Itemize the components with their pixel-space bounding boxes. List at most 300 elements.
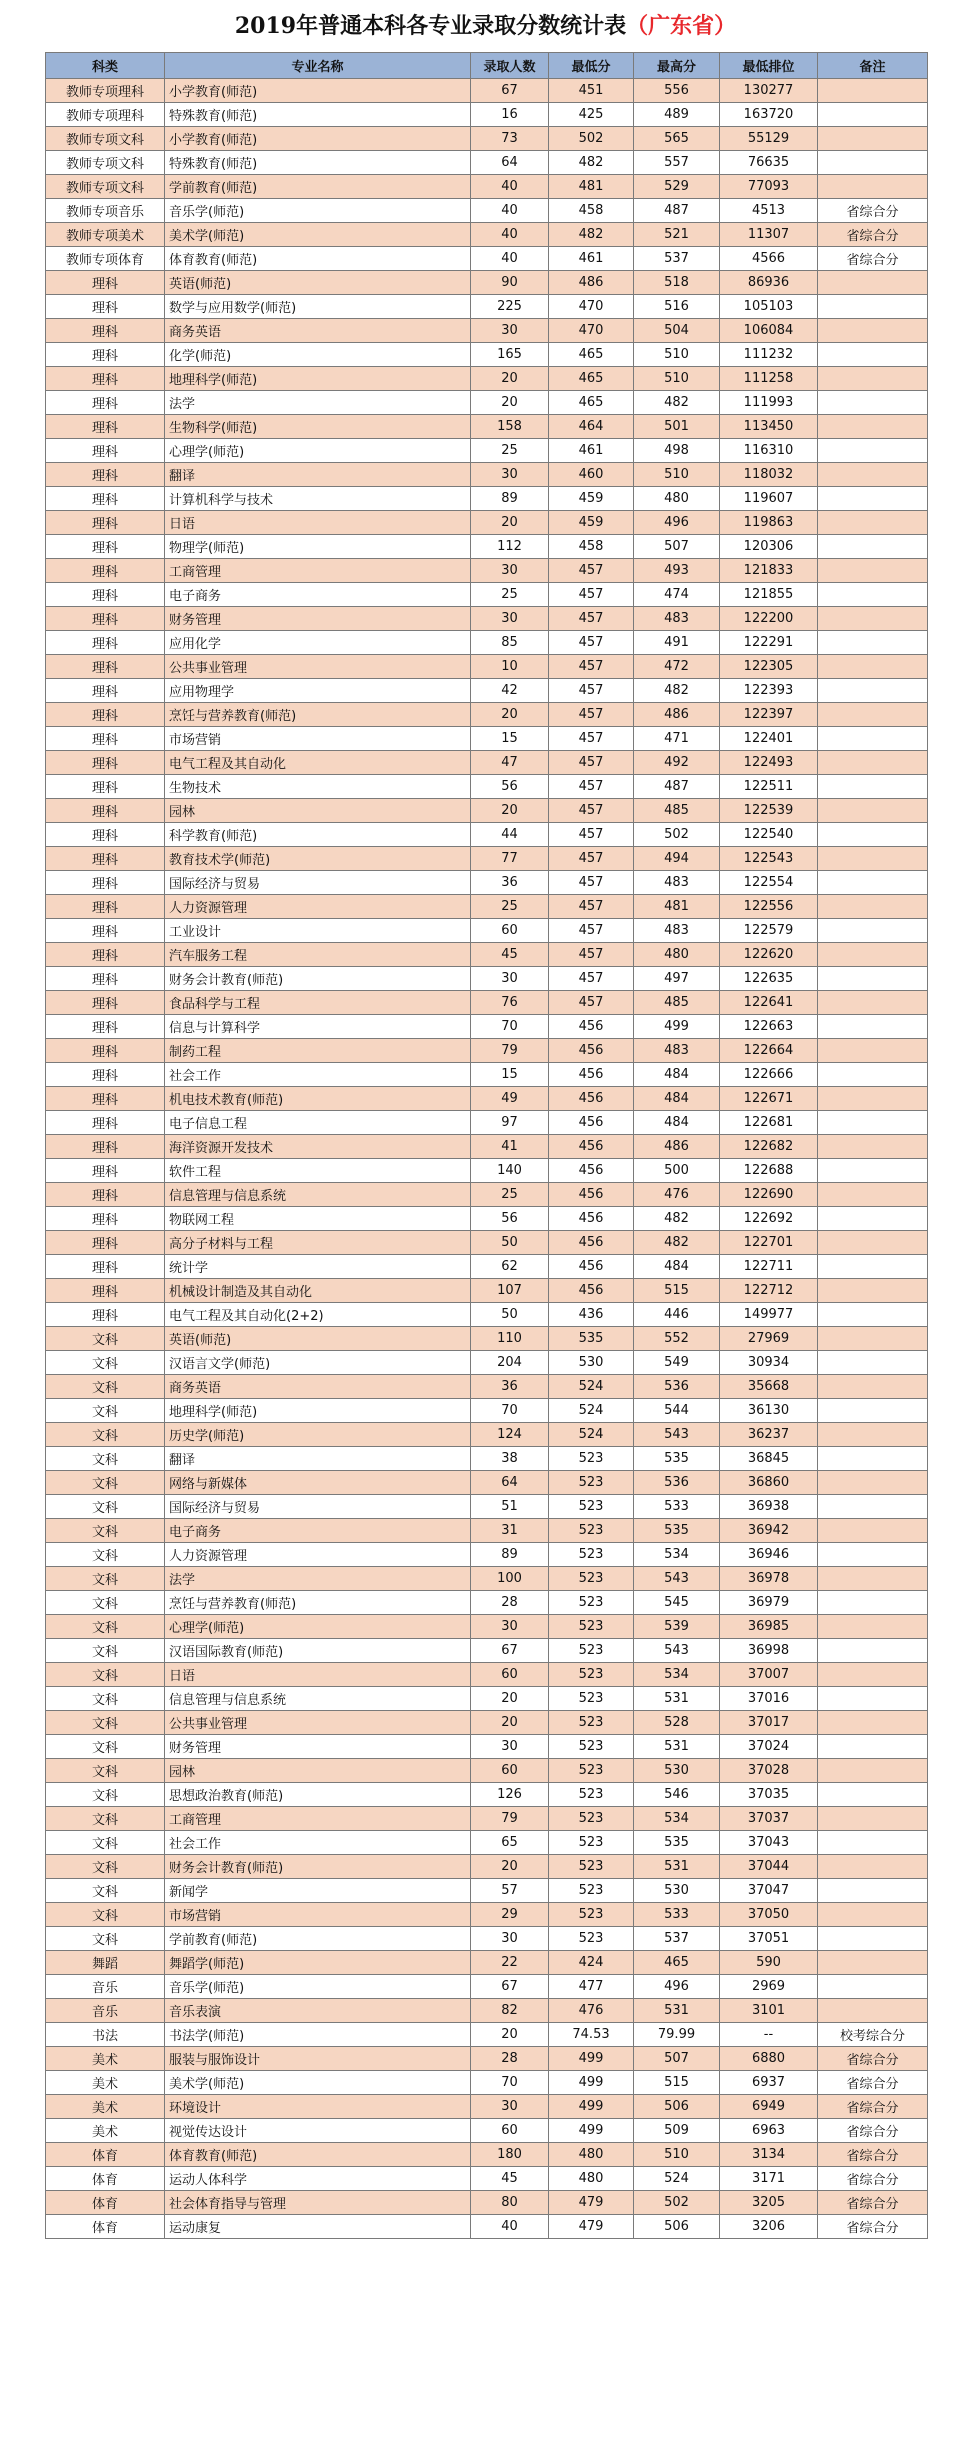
major-cell: 音乐学(师范) <box>165 1975 471 1999</box>
note-cell: 省综合分 <box>818 2095 928 2119</box>
min-score-cell: 436 <box>549 1303 634 1327</box>
category-cell: 理科 <box>46 463 165 487</box>
major-cell: 汽车服务工程 <box>165 943 471 967</box>
major-cell: 电气工程及其自动化(2+2) <box>165 1303 471 1327</box>
major-cell: 人力资源管理 <box>165 895 471 919</box>
category-cell: 文科 <box>46 1663 165 1687</box>
category-cell: 文科 <box>46 1327 165 1351</box>
max-score-cell: 524 <box>634 2167 720 2191</box>
note-cell: 省综合分 <box>818 2071 928 2095</box>
table-row <box>46 1495 928 1519</box>
table-row <box>46 199 928 223</box>
note-cell <box>818 1303 928 1327</box>
note-cell <box>818 1327 928 1351</box>
table-row <box>46 775 928 799</box>
table-row <box>46 799 928 823</box>
note-cell <box>818 919 928 943</box>
enrolled-cell: 15 <box>471 727 549 751</box>
max-score-cell: 518 <box>634 271 720 295</box>
max-score-cell: 556 <box>634 79 720 103</box>
note-cell: 校考综合分 <box>818 2023 928 2047</box>
note-cell <box>818 559 928 583</box>
enrolled-cell: 165 <box>471 343 549 367</box>
max-score-cell: 446 <box>634 1303 720 1327</box>
min-score-cell: 523 <box>549 1735 634 1759</box>
max-score-cell: 530 <box>634 1879 720 1903</box>
major-cell: 地理科学(师范) <box>165 1399 471 1423</box>
max-score-cell: 515 <box>634 2071 720 2095</box>
note-cell <box>818 775 928 799</box>
min-score-cell: 457 <box>549 847 634 871</box>
min-score-cell: 457 <box>549 679 634 703</box>
min-score-cell: 457 <box>549 895 634 919</box>
enrolled-cell: 40 <box>471 175 549 199</box>
category-cell: 书法 <box>46 2023 165 2047</box>
note-cell <box>818 463 928 487</box>
enrolled-cell: 49 <box>471 1087 549 1111</box>
min-rank-cell: 37035 <box>720 1783 818 1807</box>
max-score-cell: 501 <box>634 415 720 439</box>
note-cell <box>818 1543 928 1567</box>
min-score-cell: 470 <box>549 295 634 319</box>
enrolled-cell: 45 <box>471 2167 549 2191</box>
category-cell: 教师专项文科 <box>46 151 165 175</box>
major-cell: 小学教育(师范) <box>165 127 471 151</box>
max-score-cell: 536 <box>634 1471 720 1495</box>
table-row <box>46 847 928 871</box>
table-row <box>46 103 928 127</box>
min-rank-cell: 122554 <box>720 871 818 895</box>
major-cell: 日语 <box>165 511 471 535</box>
max-score-cell: 537 <box>634 1927 720 1951</box>
min-score-cell: 479 <box>549 2191 634 2215</box>
enrolled-cell: 204 <box>471 1351 549 1375</box>
category-cell: 理科 <box>46 751 165 775</box>
max-score-cell: 543 <box>634 1639 720 1663</box>
max-score-cell: 476 <box>634 1183 720 1207</box>
category-cell: 文科 <box>46 1543 165 1567</box>
max-score-cell: 482 <box>634 679 720 703</box>
major-cell: 国际经济与贸易 <box>165 871 471 895</box>
major-cell: 美术学(师范) <box>165 2071 471 2095</box>
max-score-cell: 549 <box>634 1351 720 1375</box>
min-score-cell: 456 <box>549 1207 634 1231</box>
enrolled-cell: 41 <box>471 1135 549 1159</box>
min-score-cell: 482 <box>549 223 634 247</box>
major-cell: 环境设计 <box>165 2095 471 2119</box>
max-score-cell: 535 <box>634 1831 720 1855</box>
category-cell: 教师专项理科 <box>46 79 165 103</box>
category-cell: 理科 <box>46 1183 165 1207</box>
table-row <box>46 559 928 583</box>
major-cell: 书法学(师范) <box>165 2023 471 2047</box>
min-score-cell: 481 <box>549 175 634 199</box>
major-cell: 地理科学(师范) <box>165 367 471 391</box>
major-cell: 法学 <box>165 1567 471 1591</box>
note-cell <box>818 1519 928 1543</box>
note-cell <box>818 1711 928 1735</box>
min-rank-cell: 2969 <box>720 1975 818 1999</box>
enrolled-cell: 89 <box>471 487 549 511</box>
category-cell: 理科 <box>46 799 165 823</box>
category-cell: 文科 <box>46 1927 165 1951</box>
enrolled-cell: 20 <box>471 511 549 535</box>
note-cell <box>818 415 928 439</box>
min-score-cell: 523 <box>549 1687 634 1711</box>
table-row <box>46 1687 928 1711</box>
major-cell: 视觉传达设计 <box>165 2119 471 2143</box>
table-row <box>46 583 928 607</box>
table-row <box>46 1135 928 1159</box>
max-score-cell: 565 <box>634 127 720 151</box>
enrolled-cell: 30 <box>471 559 549 583</box>
category-cell: 理科 <box>46 1039 165 1063</box>
table-row <box>46 2047 928 2071</box>
table-row <box>46 679 928 703</box>
max-score-cell: 482 <box>634 1231 720 1255</box>
min-rank-cell: 122663 <box>720 1015 818 1039</box>
major-cell: 应用物理学 <box>165 679 471 703</box>
min-score-cell: 457 <box>549 607 634 631</box>
min-score-cell: 470 <box>549 319 634 343</box>
max-score-cell: 489 <box>634 103 720 127</box>
category-cell: 文科 <box>46 1375 165 1399</box>
major-cell: 工业设计 <box>165 919 471 943</box>
note-cell <box>818 1039 928 1063</box>
category-cell: 理科 <box>46 487 165 511</box>
min-score-cell: 457 <box>549 727 634 751</box>
enrolled-cell: 28 <box>471 1591 549 1615</box>
major-cell: 统计学 <box>165 1255 471 1279</box>
min-score-cell: 451 <box>549 79 634 103</box>
table-row <box>46 703 928 727</box>
min-rank-cell: 37028 <box>720 1759 818 1783</box>
max-score-cell: 471 <box>634 727 720 751</box>
note-cell <box>818 583 928 607</box>
min-score-cell: 457 <box>549 775 634 799</box>
category-cell: 文科 <box>46 1615 165 1639</box>
major-cell: 网络与新媒体 <box>165 1471 471 1495</box>
major-cell: 电子商务 <box>165 583 471 607</box>
max-score-cell: 483 <box>634 1039 720 1063</box>
enrolled-cell: 40 <box>471 223 549 247</box>
major-cell: 汉语国际教育(师范) <box>165 1639 471 1663</box>
category-cell: 教师专项理科 <box>46 103 165 127</box>
min-score-cell: 480 <box>549 2143 634 2167</box>
min-rank-cell: 119863 <box>720 511 818 535</box>
max-score-cell: 531 <box>634 1855 720 1879</box>
max-score-cell: 531 <box>634 1735 720 1759</box>
note-cell <box>818 1831 928 1855</box>
max-score-cell: 531 <box>634 1999 720 2023</box>
category-cell: 教师专项文科 <box>46 175 165 199</box>
enrolled-cell: 29 <box>471 1903 549 1927</box>
note-cell: 省综合分 <box>818 2215 928 2239</box>
note-cell: 省综合分 <box>818 247 928 271</box>
note-cell <box>818 1447 928 1471</box>
min-score-cell: 456 <box>549 1087 634 1111</box>
max-score-cell: 510 <box>634 343 720 367</box>
enrolled-cell: 60 <box>471 1663 549 1687</box>
min-rank-cell: 122701 <box>720 1231 818 1255</box>
max-score-cell: 483 <box>634 919 720 943</box>
category-cell: 理科 <box>46 319 165 343</box>
enrolled-cell: 85 <box>471 631 549 655</box>
table-row <box>46 319 928 343</box>
min-score-cell: 524 <box>549 1375 634 1399</box>
category-cell: 理科 <box>46 295 165 319</box>
note-cell <box>818 1855 928 1879</box>
category-cell: 文科 <box>46 1687 165 1711</box>
min-score-cell: 74.53 <box>549 2023 634 2047</box>
category-cell: 美术 <box>46 2047 165 2071</box>
enrolled-cell: 97 <box>471 1111 549 1135</box>
min-rank-cell: 122620 <box>720 943 818 967</box>
category-cell: 理科 <box>46 703 165 727</box>
enrolled-cell: 30 <box>471 463 549 487</box>
enrolled-cell: 56 <box>471 775 549 799</box>
table-row <box>46 967 928 991</box>
min-rank-cell: 163720 <box>720 103 818 127</box>
min-rank-cell: -- <box>720 2023 818 2047</box>
table-row <box>46 1159 928 1183</box>
min-score-cell: 535 <box>549 1327 634 1351</box>
category-cell: 文科 <box>46 1855 165 1879</box>
note-cell <box>818 1063 928 1087</box>
enrolled-cell: 60 <box>471 1759 549 1783</box>
category-cell: 文科 <box>46 1591 165 1615</box>
note-cell <box>818 679 928 703</box>
major-cell: 信息管理与信息系统 <box>165 1183 471 1207</box>
major-cell: 小学教育(师范) <box>165 79 471 103</box>
title-province: （广东省） <box>626 13 737 39</box>
min-rank-cell: 149977 <box>720 1303 818 1327</box>
table-row <box>46 2023 928 2047</box>
major-cell: 思想政治教育(师范) <box>165 1783 471 1807</box>
note-cell <box>818 1903 928 1927</box>
enrolled-cell: 126 <box>471 1783 549 1807</box>
major-cell: 运动康复 <box>165 2215 471 2239</box>
enrolled-cell: 100 <box>471 1567 549 1591</box>
min-score-cell: 461 <box>549 439 634 463</box>
min-score-cell: 458 <box>549 199 634 223</box>
table-row <box>46 751 928 775</box>
min-rank-cell: 36237 <box>720 1423 818 1447</box>
major-cell: 音乐学(师范) <box>165 199 471 223</box>
major-cell: 园林 <box>165 799 471 823</box>
min-rank-cell: 36998 <box>720 1639 818 1663</box>
max-score-cell: 544 <box>634 1399 720 1423</box>
table-row <box>46 271 928 295</box>
table-row <box>46 2215 928 2239</box>
max-score-cell: 484 <box>634 1063 720 1087</box>
enrolled-cell: 30 <box>471 1615 549 1639</box>
max-score-cell: 486 <box>634 1135 720 1159</box>
header-max-score: 最高分 <box>634 53 720 79</box>
note-cell <box>818 703 928 727</box>
enrolled-cell: 30 <box>471 2095 549 2119</box>
category-cell: 理科 <box>46 727 165 751</box>
major-cell: 历史学(师范) <box>165 1423 471 1447</box>
min-rank-cell: 130277 <box>720 79 818 103</box>
min-rank-cell: 4566 <box>720 247 818 271</box>
enrolled-cell: 40 <box>471 2215 549 2239</box>
table-row <box>46 1087 928 1111</box>
min-score-cell: 523 <box>549 1831 634 1855</box>
note-cell <box>818 391 928 415</box>
note-cell <box>818 1135 928 1159</box>
table-row <box>46 1975 928 1999</box>
enrolled-cell: 70 <box>471 1399 549 1423</box>
category-cell: 理科 <box>46 1231 165 1255</box>
category-cell: 文科 <box>46 1783 165 1807</box>
min-rank-cell: 4513 <box>720 199 818 223</box>
page-title <box>0 0 971 52</box>
min-rank-cell: 3171 <box>720 2167 818 2191</box>
table-row <box>46 391 928 415</box>
min-score-cell: 457 <box>549 655 634 679</box>
table-row <box>46 1591 928 1615</box>
enrolled-cell: 15 <box>471 1063 549 1087</box>
category-cell: 理科 <box>46 871 165 895</box>
min-rank-cell: 36985 <box>720 1615 818 1639</box>
note-cell <box>818 1159 928 1183</box>
table-row <box>46 127 928 151</box>
major-cell: 数学与应用数学(师范) <box>165 295 471 319</box>
category-cell: 教师专项美术 <box>46 223 165 247</box>
header-note: 备注 <box>818 53 928 79</box>
note-cell <box>818 175 928 199</box>
table-row <box>46 1375 928 1399</box>
category-cell: 理科 <box>46 1015 165 1039</box>
major-cell: 英语(师范) <box>165 1327 471 1351</box>
enrolled-cell: 70 <box>471 2071 549 2095</box>
major-cell: 市场营销 <box>165 1903 471 1927</box>
category-cell: 理科 <box>46 967 165 991</box>
major-cell: 工商管理 <box>165 559 471 583</box>
min-rank-cell: 122493 <box>720 751 818 775</box>
enrolled-cell: 51 <box>471 1495 549 1519</box>
table-row <box>46 1471 928 1495</box>
major-cell: 财务管理 <box>165 607 471 631</box>
category-cell: 文科 <box>46 1423 165 1447</box>
table-row <box>46 1639 928 1663</box>
min-rank-cell: 122543 <box>720 847 818 871</box>
category-cell: 美术 <box>46 2071 165 2095</box>
note-cell <box>818 1495 928 1519</box>
note-cell <box>818 895 928 919</box>
category-cell: 体育 <box>46 2191 165 2215</box>
category-cell: 理科 <box>46 1255 165 1279</box>
min-rank-cell: 6937 <box>720 2071 818 2095</box>
note-cell <box>818 1471 928 1495</box>
enrolled-cell: 79 <box>471 1807 549 1831</box>
category-cell: 理科 <box>46 1135 165 1159</box>
max-score-cell: 474 <box>634 583 720 607</box>
max-score-cell: 496 <box>634 1975 720 1999</box>
min-score-cell: 457 <box>549 631 634 655</box>
category-cell: 美术 <box>46 2119 165 2143</box>
min-score-cell: 523 <box>549 1615 634 1639</box>
max-score-cell: 482 <box>634 391 720 415</box>
table-row <box>46 1543 928 1567</box>
table-row <box>46 175 928 199</box>
major-cell: 体育教育(师范) <box>165 247 471 271</box>
category-cell: 理科 <box>46 607 165 631</box>
category-cell: 教师专项体育 <box>46 247 165 271</box>
note-cell: 省综合分 <box>818 2047 928 2071</box>
min-score-cell: 523 <box>549 1927 634 1951</box>
table-row <box>46 1423 928 1447</box>
major-cell: 社会体育指导与管理 <box>165 2191 471 2215</box>
major-cell: 食品科学与工程 <box>165 991 471 1015</box>
max-score-cell: 515 <box>634 1279 720 1303</box>
note-cell <box>818 271 928 295</box>
table-row <box>46 895 928 919</box>
max-score-cell: 487 <box>634 199 720 223</box>
min-score-cell: 465 <box>549 343 634 367</box>
category-cell: 教师专项文科 <box>46 127 165 151</box>
min-score-cell: 459 <box>549 511 634 535</box>
table-row <box>46 2167 928 2191</box>
major-cell: 运动人体科学 <box>165 2167 471 2191</box>
major-cell: 信息管理与信息系统 <box>165 1687 471 1711</box>
min-score-cell: 425 <box>549 103 634 127</box>
table-row <box>46 1711 928 1735</box>
category-cell: 文科 <box>46 1471 165 1495</box>
min-rank-cell: 36942 <box>720 1519 818 1543</box>
category-cell: 理科 <box>46 679 165 703</box>
note-cell <box>818 871 928 895</box>
major-cell: 财务会计教育(师范) <box>165 1855 471 1879</box>
major-cell: 商务英语 <box>165 319 471 343</box>
max-score-cell: 502 <box>634 823 720 847</box>
max-score-cell: 500 <box>634 1159 720 1183</box>
max-score-cell: 480 <box>634 943 720 967</box>
note-cell <box>818 1399 928 1423</box>
enrolled-cell: 107 <box>471 1279 549 1303</box>
enrolled-cell: 20 <box>471 703 549 727</box>
table-row <box>46 1879 928 1903</box>
min-rank-cell: 122692 <box>720 1207 818 1231</box>
table-row <box>46 1279 928 1303</box>
category-cell: 体育 <box>46 2215 165 2239</box>
min-score-cell: 459 <box>549 487 634 511</box>
min-score-cell: 480 <box>549 2167 634 2191</box>
enrolled-cell: 20 <box>471 367 549 391</box>
table-row <box>46 1615 928 1639</box>
major-cell: 体育教育(师范) <box>165 2143 471 2167</box>
table-body <box>46 79 928 2239</box>
min-score-cell: 465 <box>549 391 634 415</box>
min-score-cell: 477 <box>549 1975 634 1999</box>
category-cell: 理科 <box>46 391 165 415</box>
min-rank-cell: 122641 <box>720 991 818 1015</box>
min-rank-cell: 36978 <box>720 1567 818 1591</box>
min-score-cell: 456 <box>549 1183 634 1207</box>
note-cell <box>818 1951 928 1975</box>
category-cell: 理科 <box>46 583 165 607</box>
table-row <box>46 223 928 247</box>
min-score-cell: 456 <box>549 1063 634 1087</box>
note-cell <box>818 1423 928 1447</box>
major-cell: 电气工程及其自动化 <box>165 751 471 775</box>
category-cell: 理科 <box>46 655 165 679</box>
min-rank-cell: 27969 <box>720 1327 818 1351</box>
major-cell: 美术学(师范) <box>165 223 471 247</box>
major-cell: 海洋资源开发技术 <box>165 1135 471 1159</box>
max-score-cell: 510 <box>634 2143 720 2167</box>
